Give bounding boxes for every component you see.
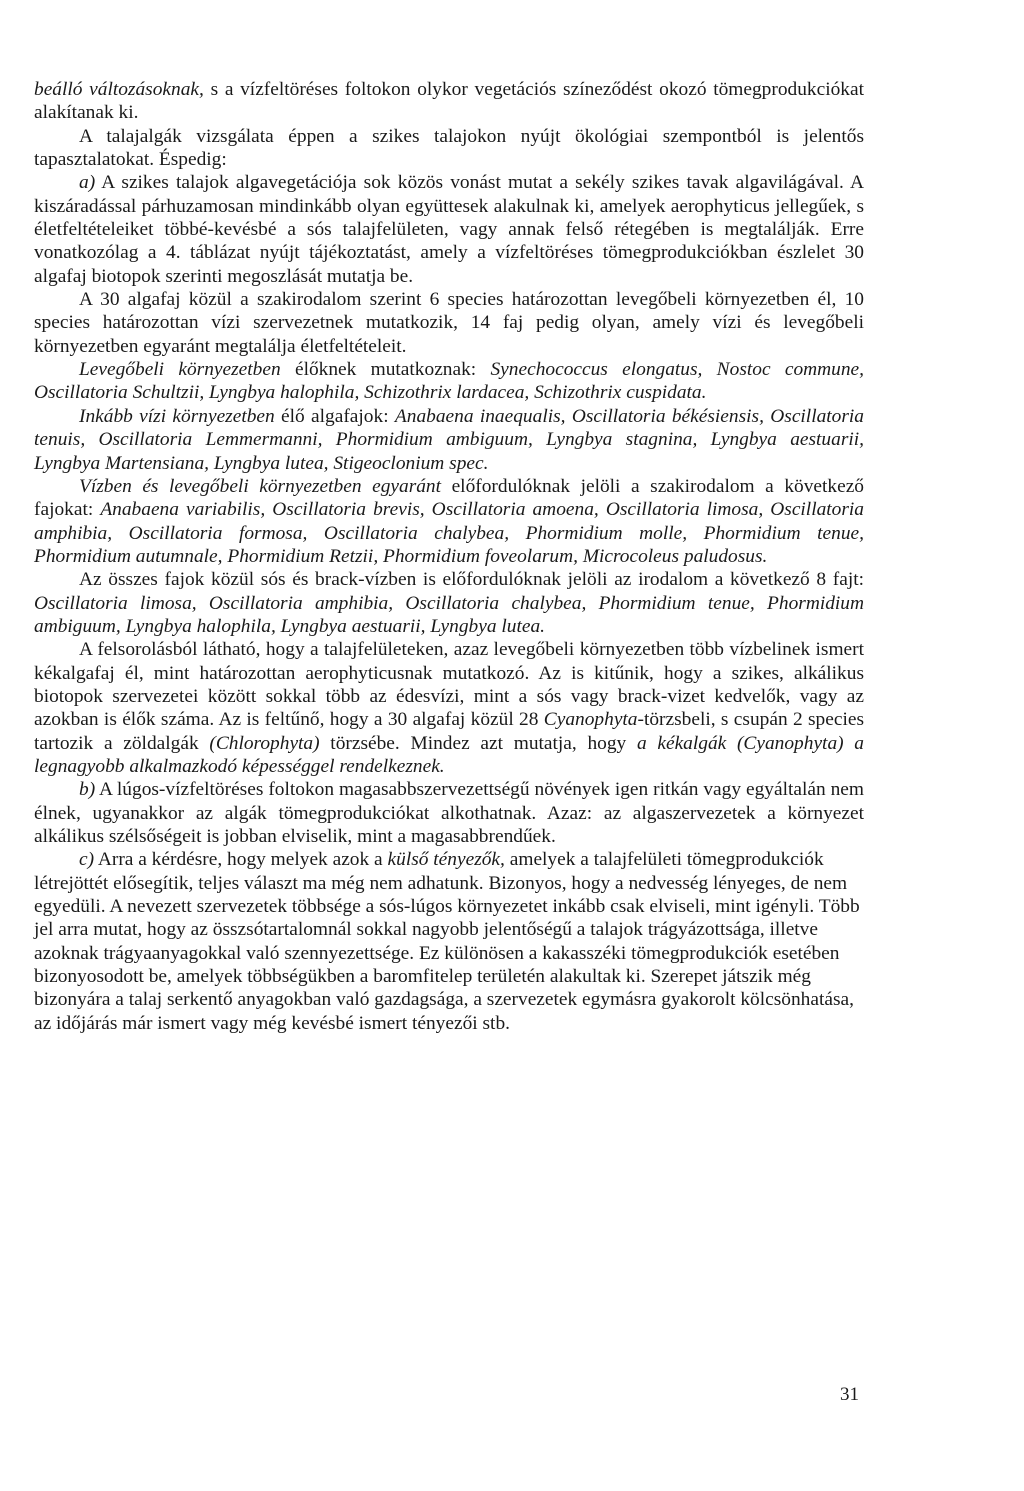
paragraph xyxy=(34,568,864,638)
text-run: előfordulóknak jelöli a szakirodalom a következő fajokat: xyxy=(34,475,865,521)
italic-text: (Chlorophyta) xyxy=(209,732,320,754)
text-run: A lúgos-vízfeltöréses foltokon magasabbszervezettségű növények igen ritkán vagy egyáltalán nem élnek, ugyanakkor az algák tömegprodukciókat alkothatnak. Azaz: az algaszervezetek a környezet alkálikus szélsőségeit is jobban elviselik, mint a magasabbrendűek. xyxy=(34,779,864,847)
paragraph xyxy=(34,125,864,172)
italic-text: Oscillatoria limosa, Oscillatoria amphibia, Oscillatoria chalybea, Phormidium tenue, Phormidium ambiguum, Lyngbya halophila, Lyngbya aestuarii, Lyngbya lutea. xyxy=(34,592,864,637)
paragraph xyxy=(34,78,864,125)
text-run: A 30 algafaj közül a szakirodalom szerint 6 species határozottan levegőbeli környezetben él, 10 species határozottan vízi szervezetnek mutatkozik, 14 faj pedig olyan, amely vízi és levegőbeli környezetben egyaránt megtalálja életfeltételeit. xyxy=(34,289,864,357)
text-run: törzsébe. Mindez azt mutatja, hogy xyxy=(319,732,637,754)
paragraph xyxy=(34,171,864,288)
text-run: A talajalgák vizsgálata éppen a szikes talajokon nyújt ökológiai szempontból is jelentős tapasztalatokat. Éspedig: xyxy=(34,125,864,171)
italic-text: a kékalgák (Cyanophyta) a legnagyobb alkalmazkodó képességgel rendelkeznek. xyxy=(34,732,865,777)
text-run: s a vízfeltöréses foltokon olykor vegetációs színeződést okozó tömegprodukciókat alakítanak ki. xyxy=(34,79,864,124)
italic-text: Vízben és levegőbeli környezetben egyaránt xyxy=(79,475,442,497)
text-run: -törzsbeli, s csupán 2 species tartozik a zöldalgák xyxy=(34,709,865,754)
text-run: Az összes fajok közül sós és brack-vízben is előfordulóknak jelöli az irodalom a következő 8 fajt: xyxy=(79,569,864,591)
italic-text: beálló változásoknak, xyxy=(34,79,204,100)
text-run: Arra a kérdésre, hogy melyek azok a xyxy=(94,849,388,871)
page-number: 31 xyxy=(840,1384,859,1405)
paragraph xyxy=(34,405,864,475)
paragraph xyxy=(34,848,864,1035)
italic-text: Inkább vízi környezetben xyxy=(79,405,275,427)
text-run: élőknek mutatkoznak: xyxy=(280,359,491,381)
paragraph xyxy=(34,288,864,358)
paragraph xyxy=(34,358,864,405)
body-text xyxy=(34,78,864,1035)
italic-text: c) xyxy=(79,849,95,871)
italic-text: a) xyxy=(79,172,96,194)
text-run: amelyek a talajfelületi tömegprodukciók létrejöttét elősegítik, teljes választ ma még nem adhatunk. Bizonyos, hogy a nedvesség lényeges, de nem egyedüli. A nevezett szervezetek többsége a sós-lúgos környezetet inkább csak elviseli, mint igényli. Több jel arra mutat, hogy az összsótartalomnál sokkal nagyobb jelentőségű a talajok trágyázottsága, illetve azoknak trágyaanyagokkal való szennyezettsége. Ez különösen a kakasszéki tömegprodukciók esetében bizonyosodott be, amelyek többségükben a baromfitelep területén alakultak ki. Szerepet játszik még bizonyára a talaj serkentő anyagokban való gazdagsága, a szervezetek egymásra gyakorolt kölcsönhatása, az időjárás már ismert vagy még kevésbé ismert tényezői stb. xyxy=(34,849,860,1034)
italic-text: Levegőbeli környezetben xyxy=(79,359,281,381)
text-run: A felsorolásból látható, hogy a talajfelületeken, azaz levegőbeli környezetben több vízbelinek ismert kékalgafaj él, mint határozottan aerophyticusnak mutatkozó. Az is kitűnik, hogy a szikes, alkálikus biotopok szervezetei között sokkal több az édesvízi, mint a sós vagy brack-vizet kedvelők, vagy az azokban is élők száma. Az is feltűnő, hogy a 30 algafaj közül 28 xyxy=(34,639,864,731)
italic-text: Cyanophyta xyxy=(543,709,638,731)
text-run: A szikes talajok algavegetációja sok közös vonást mutat a sekély szikes tavak algavilágával. A kiszáradással párhuzamosan mindinkább olyan együttesek alakulnak ki, amelyek aerophyticus jellegűek, s életfeltételeiket többé-kevésbé a sós talajfelületen, vagy annak felső rétegében is megtalálják. Erre vonatkozólag a 4. táblázat nyújt tájékoztatást, amely a vízfeltöréses tömegprodukciókban észlelet 30 algafaj biotopok szerinti megoszlását mutatja be. xyxy=(34,172,864,287)
paragraph xyxy=(34,638,864,778)
italic-text: Synechococcus elongatus, Nostoc commune, Oscillatoria Schultzii, Lyngbya halophila, Schizothrix lardacea, Schizothrix cuspidata. xyxy=(34,359,864,404)
italic-text: külső tényezők, xyxy=(387,849,505,871)
italic-text: b) xyxy=(79,779,96,801)
paragraph xyxy=(34,475,864,568)
paragraph xyxy=(34,778,864,848)
italic-text: Anabaena inaequalis, Oscillatoria békésiensis, Oscillatoria tenuis, Oscillatoria Lemmermanni, Phormidium ambiguum, Lyngbya stagnina, Lyngbya aestuarii, Lyngbya Martensiana, Lyngbya lutea, Stigeoclonium spec. xyxy=(34,405,864,474)
text-run: élő algafajok: xyxy=(274,405,395,427)
italic-text: Anabaena variabilis, Oscillatoria brevis, Oscillatoria amoena, Oscillatoria limosa, Oscillatoria amphibia, Oscillatoria formosa, Oscillatoria chalybea, Phormidium molle, Phormidium tenue, Phormidium autumnale, Phormidium Retzii, Phormidium foveolarum, Microcoleus paludosus. xyxy=(34,499,864,567)
